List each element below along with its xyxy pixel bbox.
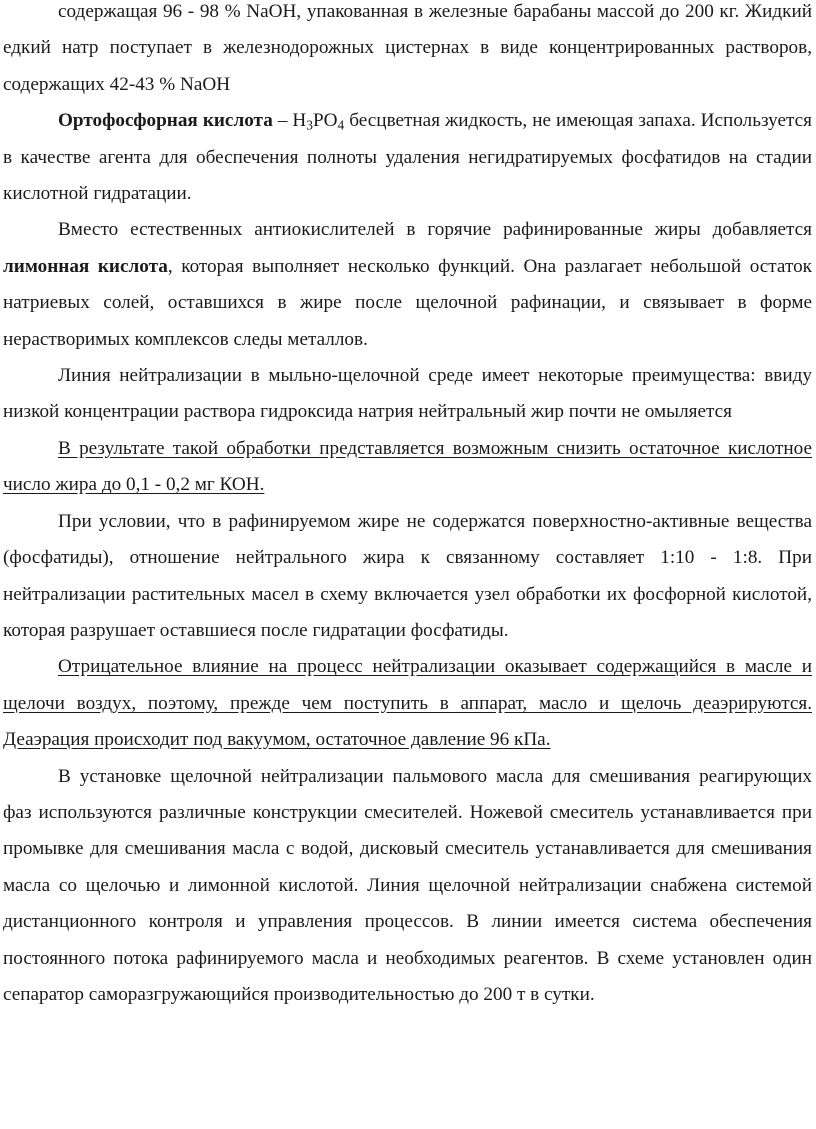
- formula-sub-4: 4: [337, 117, 345, 133]
- formula-dash: – H: [272, 110, 307, 132]
- phosphoric-acid-description: бесцветная жидкость, не имеющая запаха. Используется в качестве агента для обеспечения полноты удаления негидратируемых фосфатидов на стадии кислотной гидратации.: [3, 110, 812, 205]
- paragraph-palm-oil-installation: В установке щелочной нейтрализации пальмового масла для смешивания реагирующих фаз используются различные конструкции смесителей. Ножевой смеситель устанавливается при промывке для смешивания масла с водой, дисковый смеситель устанавливается для смешивания масла со щелочью и лимонной кислотой. Линия щелочной нейтрализации снабжена системой дистанционного контроля и управления процессов. В линии имеется система обеспечения постоянного потока рафинируемого масла и необходимых реагентов. В схеме установлен один сепаратор саморазгружающийся производительностью до 200 т в сутки.: [3, 765, 812, 1005]
- term-phosphoric-acid: Ортофосфорная кислота: [58, 110, 273, 132]
- paragraph-acid-number: В результате такой обработки представляется возможным снизить остаточное кислотное число жира до 0,1 - 0,2 мг КОН.: [3, 437, 812, 496]
- paragraph-surfactants: При условии, что в рафинируемом жире не содержатся поверхностно-активные вещества (фосфатиды), отношение нейтрального жира к связанному составляет 1:10 - 1:8. При нейтрализации растительных масел в схему включается узел обработки их фосфорной кислотой, которая разрушает оставшиеся после гидратации фосфатиды.: [3, 510, 812, 641]
- paragraph-deaeration: Отрицательное влияние на процесс нейтрализации оказывает содержащийся в масле и щелочи воздух, поэтому, прежде чем поступить в аппарат, масло и щелочь деаэрируются. Деаэрация происходит под вакуумом, остаточное давление 96 кПа.: [3, 656, 812, 751]
- term-citric-acid: лимонная кислота: [3, 255, 168, 277]
- paragraph-naoh-continued: содержащая 96 - 98 % NaOH, упакованная в железные барабаны массой до 200 кг. Жидкий едкий натр поступает в железнодорожных цистернах в виде концентрированных растворов, содержащих 42-43 % NaOH: [3, 1, 812, 95]
- paragraph-citric-acid: [3, 212, 812, 358]
- formula-po: PO: [313, 110, 338, 132]
- paragraph-neutralization-line: Линия нейтрализации в мыльно-щелочной среде имеет некоторые преимущества: ввиду низкой концентрации раствора гидроксида натрия нейтральный жир почти не омыляется: [3, 365, 812, 423]
- paragraph-phosphoric-acid: [3, 103, 812, 212]
- citric-acid-intro: Вместо естественных антиокислителей в горячие рафинированные жиры добавляется: [58, 219, 812, 241]
- citric-acid-description: , которая выполняет несколько функций. Она разлагает небольшой остаток натриевых солей, оставшихся в жире после щелочной рафинации, и связывает в форме нерастворимых комплексов следы металлов.: [3, 255, 812, 350]
- formula-sub-3: 3: [306, 117, 314, 133]
